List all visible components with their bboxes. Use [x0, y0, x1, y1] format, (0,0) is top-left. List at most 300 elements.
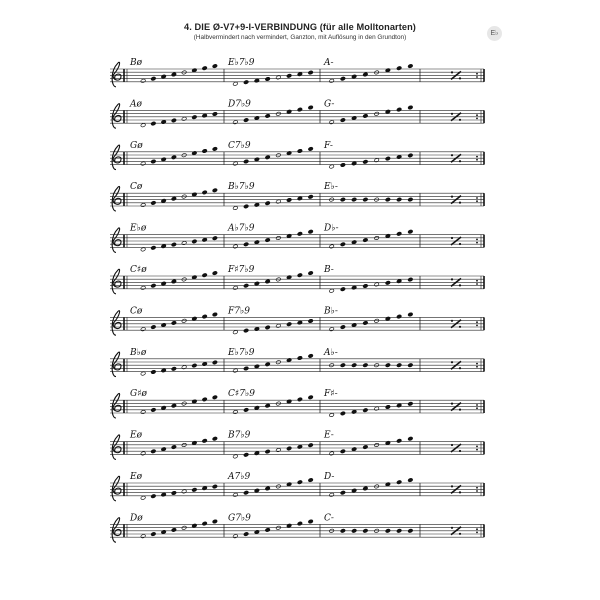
- note-head: [396, 155, 401, 160]
- note-head: [276, 199, 281, 204]
- note-head: [408, 363, 413, 368]
- note-head: [385, 156, 390, 161]
- chord-symbol: G7♭9: [228, 513, 251, 524]
- note-head: [351, 363, 356, 368]
- repeat-dot: [476, 200, 478, 202]
- note-head: [254, 488, 259, 493]
- note-head: [396, 197, 401, 202]
- note-head: [161, 530, 166, 535]
- note-head: [308, 478, 313, 483]
- note-head: [171, 321, 176, 326]
- simile-dot: [459, 491, 461, 493]
- note-head: [243, 328, 248, 333]
- score-page: [92, 14, 508, 592]
- note-head: [297, 356, 302, 361]
- repeat-dot: [476, 76, 478, 78]
- note-head: [254, 203, 259, 208]
- simile-dot: [459, 160, 461, 162]
- note-head: [385, 363, 390, 368]
- treble-clef-icon: [112, 269, 121, 294]
- note-head: [297, 273, 302, 278]
- treble-clef-icon: [112, 352, 121, 377]
- note-head: [286, 198, 291, 203]
- note-head: [254, 327, 259, 332]
- repeat-dot: [476, 239, 478, 241]
- note-head: [340, 449, 345, 454]
- note-head: [363, 363, 368, 368]
- note-head: [243, 490, 248, 495]
- repeat-dot: [476, 321, 478, 323]
- note-head: [254, 157, 259, 162]
- chord-symbol: B♭ø: [130, 347, 147, 358]
- chord-symbol: Eø: [130, 430, 142, 441]
- repeat-dot: [476, 325, 478, 327]
- note-head: [408, 312, 413, 317]
- treble-clef-icon: [112, 393, 121, 418]
- note-head: [171, 242, 176, 247]
- chord-symbol: E♭7♭9: [228, 58, 255, 68]
- note-head: [202, 486, 207, 491]
- note-head: [140, 496, 145, 501]
- note-head: [396, 314, 401, 319]
- note-head: [396, 107, 401, 112]
- note-head: [212, 436, 217, 441]
- note-head: [151, 201, 156, 206]
- note-head: [171, 72, 176, 77]
- note-head: [161, 244, 166, 249]
- note-head: [286, 74, 291, 79]
- treble-clef-icon: [112, 186, 121, 211]
- chord-symbol: D7♭9: [228, 99, 251, 110]
- note-head: [351, 285, 356, 290]
- repeat-dot: [476, 280, 478, 282]
- note-head: [340, 287, 345, 292]
- note-head: [396, 529, 401, 534]
- note-head: [243, 204, 248, 209]
- note-head: [276, 448, 281, 453]
- note-head: [243, 453, 248, 458]
- note-head: [340, 242, 345, 247]
- note-head: [340, 363, 345, 368]
- note-head: [212, 395, 217, 400]
- note-head: [265, 528, 270, 533]
- note-head: [140, 534, 145, 539]
- chord-symbol: Cø: [130, 182, 143, 193]
- simile-dot: [451, 154, 453, 156]
- staff-system: [110, 224, 484, 253]
- repeat-dot: [476, 242, 478, 244]
- note-head: [181, 365, 186, 370]
- simile-dot: [451, 71, 453, 73]
- treble-clef-icon: [112, 228, 121, 253]
- note-head: [254, 116, 259, 121]
- note-head: [385, 405, 390, 410]
- note-head: [233, 410, 238, 415]
- note-head: [233, 244, 238, 249]
- note-head: [202, 273, 207, 278]
- simile-dot: [459, 202, 461, 204]
- note-head: [254, 530, 259, 535]
- note-head: [151, 121, 156, 126]
- note-head: [233, 330, 238, 335]
- note-head: [161, 281, 166, 286]
- note-head: [233, 206, 238, 211]
- chord-symbol: B♭-: [324, 306, 338, 317]
- note-head: [151, 325, 156, 330]
- note-head: [181, 241, 186, 246]
- note-head: [243, 159, 248, 164]
- chord-symbol: C7♭9: [228, 140, 251, 151]
- repeat-dot: [476, 487, 478, 489]
- note-head: [408, 197, 413, 202]
- note-head: [265, 279, 270, 284]
- simile-dot: [459, 284, 461, 286]
- chord-symbol: G-: [324, 99, 335, 110]
- treble-clef-icon: [112, 435, 121, 460]
- repeat-dot: [476, 449, 478, 451]
- note-head: [265, 114, 270, 119]
- note-head: [340, 325, 345, 330]
- note-head: [408, 105, 413, 110]
- simile-dot: [459, 533, 461, 535]
- note-head: [351, 197, 356, 202]
- note-head: [161, 368, 166, 373]
- note-head: [140, 247, 145, 252]
- simile-dot: [451, 113, 453, 115]
- note-head: [151, 283, 156, 288]
- note-head: [212, 188, 217, 193]
- note-head: [233, 368, 238, 373]
- note-head: [396, 232, 401, 237]
- note-head: [151, 159, 156, 164]
- note-head: [212, 312, 217, 317]
- note-head: [181, 489, 186, 494]
- note-head: [265, 325, 270, 330]
- note-head: [202, 397, 207, 402]
- chord-symbol: E♭ø: [130, 223, 147, 234]
- chord-symbol: B♭7♭9: [228, 182, 255, 193]
- note-head: [308, 443, 313, 448]
- note-head: [297, 107, 302, 112]
- note-head: [171, 155, 176, 160]
- note-head: [351, 529, 356, 534]
- note-head: [243, 242, 248, 247]
- note-head: [151, 494, 156, 499]
- note-head: [171, 491, 176, 496]
- note-head: [233, 286, 238, 291]
- repeat-dot: [476, 366, 478, 368]
- note-head: [308, 229, 313, 234]
- simile-dot: [451, 278, 453, 280]
- note-head: [329, 493, 334, 498]
- note-head: [308, 271, 313, 276]
- note-head: [396, 363, 401, 368]
- note-head: [243, 532, 248, 537]
- chord-symbol: Eø: [130, 472, 142, 482]
- note-head: [202, 238, 207, 243]
- note-head: [297, 480, 302, 485]
- chord-symbol: Gø: [130, 140, 143, 151]
- repeat-dot: [476, 159, 478, 161]
- note-head: [202, 314, 207, 319]
- note-head: [212, 519, 217, 524]
- note-head: [243, 408, 248, 413]
- chord-symbol: Aø: [130, 99, 142, 110]
- note-head: [254, 78, 259, 83]
- note-head: [202, 439, 207, 444]
- note-head: [151, 76, 156, 81]
- staff-system: [110, 182, 484, 211]
- note-head: [192, 363, 197, 368]
- treble-clef-icon: [112, 104, 121, 129]
- repeat-dot: [476, 404, 478, 406]
- note-head: [265, 155, 270, 160]
- note-head: [276, 75, 281, 80]
- note-head: [161, 406, 166, 411]
- note-head: [265, 449, 270, 454]
- simile-dot: [459, 243, 461, 245]
- chord-symbol: Bø: [130, 58, 143, 68]
- note-head: [161, 199, 166, 204]
- note-head: [171, 403, 176, 408]
- chord-symbol: A-: [324, 58, 334, 68]
- note-head: [151, 246, 156, 251]
- note-head: [254, 451, 259, 456]
- simile-dot: [451, 196, 453, 198]
- note-head: [140, 371, 145, 376]
- chord-symbol: C♯ø: [130, 265, 147, 275]
- note-head: [308, 395, 313, 400]
- note-head: [171, 367, 176, 372]
- note-head: [161, 447, 166, 452]
- note-head: [408, 436, 413, 441]
- note-head: [363, 197, 368, 202]
- note-head: [265, 238, 270, 243]
- note-head: [243, 366, 248, 371]
- note-head: [171, 118, 176, 123]
- note-head: [171, 528, 176, 533]
- note-head: [329, 164, 334, 169]
- note-head: [351, 488, 356, 493]
- note-head: [308, 195, 313, 200]
- simile-dot: [451, 237, 453, 239]
- note-head: [308, 354, 313, 359]
- note-head: [351, 323, 356, 328]
- treble-clef-icon: [112, 62, 121, 87]
- simile-dot: [459, 119, 461, 121]
- note-head: [340, 411, 345, 416]
- note-head: [340, 490, 345, 495]
- note-head: [161, 120, 166, 125]
- chord-symbol: B7♭9: [228, 430, 251, 441]
- note-head: [308, 519, 313, 524]
- note-head: [151, 449, 156, 454]
- chord-symbol: G♯ø: [130, 389, 147, 400]
- note-head: [233, 161, 238, 166]
- note-head: [363, 529, 368, 534]
- staff-system: [110, 389, 484, 418]
- music-score: [92, 14, 508, 592]
- note-head: [297, 521, 302, 526]
- staff-system: [110, 306, 484, 335]
- chord-symbol: E♭7♭9: [228, 347, 255, 358]
- note-head: [297, 397, 302, 402]
- note-head: [308, 319, 313, 324]
- repeat-dot: [476, 114, 478, 116]
- note-head: [351, 240, 356, 245]
- note-head: [254, 406, 259, 411]
- note-head: [363, 72, 368, 77]
- note-head: [202, 521, 207, 526]
- note-head: [329, 79, 334, 84]
- note-head: [161, 74, 166, 79]
- note-head: [202, 190, 207, 195]
- note-head: [297, 232, 302, 237]
- note-head: [340, 118, 345, 123]
- note-head: [212, 484, 217, 489]
- repeat-dot: [476, 532, 478, 534]
- staff-system: [110, 265, 484, 294]
- note-head: [212, 271, 217, 276]
- repeat-dot: [476, 363, 478, 365]
- staff-system: [110, 348, 484, 377]
- chord-symbol: F♯7♭9: [228, 265, 255, 275]
- staff-system: [110, 431, 484, 460]
- simile-dot: [451, 320, 453, 322]
- note-head: [351, 410, 356, 415]
- treble-clef-icon: [112, 476, 121, 501]
- repeat-dot: [476, 118, 478, 120]
- treble-clef-icon: [112, 311, 121, 336]
- note-head: [363, 445, 368, 450]
- note-head: [396, 403, 401, 408]
- note-head: [140, 410, 145, 415]
- note-head: [212, 147, 217, 152]
- note-head: [140, 161, 145, 166]
- staff-system: [110, 513, 484, 542]
- chord-symbol: F♯-: [324, 389, 338, 400]
- note-head: [171, 445, 176, 450]
- note-head: [385, 281, 390, 286]
- simile-dot: [459, 409, 461, 411]
- note-head: [396, 66, 401, 71]
- note-head: [265, 486, 270, 491]
- note-head: [363, 284, 368, 289]
- note-head: [297, 72, 302, 77]
- note-head: [308, 105, 313, 110]
- staff-system: [110, 99, 484, 128]
- note-head: [254, 364, 259, 369]
- note-head: [181, 117, 186, 122]
- staff-system: [110, 472, 484, 501]
- note-head: [202, 66, 207, 71]
- note-head: [363, 321, 368, 326]
- note-head: [212, 360, 217, 365]
- chord-symbol: C♯7♭9: [228, 389, 255, 400]
- note-head: [161, 157, 166, 162]
- chord-symbol: A♭-: [324, 347, 338, 358]
- note-head: [308, 70, 313, 75]
- note-head: [233, 493, 238, 498]
- repeat-dot: [476, 528, 478, 530]
- chord-symbol: Dø: [130, 513, 143, 524]
- note-head: [363, 408, 368, 413]
- note-head: [351, 447, 356, 452]
- note-head: [351, 74, 356, 79]
- note-head: [192, 115, 197, 120]
- note-head: [374, 282, 379, 287]
- note-head: [385, 529, 390, 534]
- note-head: [408, 64, 413, 69]
- chord-symbol: A7♭9: [228, 472, 251, 482]
- note-head: [171, 196, 176, 201]
- simile-dot: [451, 527, 453, 529]
- note-head: [233, 120, 238, 125]
- note-head: [243, 283, 248, 288]
- note-head: [140, 203, 145, 208]
- note-head: [192, 488, 197, 493]
- repeat-dot: [476, 197, 478, 199]
- chord-symbol: D♭-: [324, 223, 339, 234]
- repeat-dot: [476, 156, 478, 158]
- note-head: [396, 279, 401, 284]
- note-head: [396, 439, 401, 444]
- note-head: [254, 240, 259, 245]
- note-head: [286, 446, 291, 451]
- note-head: [340, 76, 345, 81]
- note-head: [329, 289, 334, 294]
- simile-dot: [451, 485, 453, 487]
- note-head: [408, 277, 413, 282]
- repeat-dot: [476, 73, 478, 75]
- note-head: [233, 82, 238, 87]
- note-head: [297, 196, 302, 201]
- note-head: [329, 244, 334, 249]
- note-head: [212, 64, 217, 69]
- chord-symbol: C-: [324, 513, 334, 524]
- note-head: [286, 322, 291, 327]
- note-head: [276, 324, 281, 329]
- note-head: [140, 79, 145, 84]
- note-head: [243, 118, 248, 123]
- staff-system: [110, 141, 484, 170]
- note-head: [151, 370, 156, 375]
- repeat-dot: [476, 446, 478, 448]
- note-head: [202, 113, 207, 118]
- note-head: [363, 486, 368, 491]
- note-head: [340, 529, 345, 534]
- note-head: [351, 116, 356, 121]
- note-head: [140, 286, 145, 291]
- repeat-dot: [476, 407, 478, 409]
- note-head: [161, 323, 166, 328]
- note-head: [265, 77, 270, 82]
- note-head: [408, 529, 413, 534]
- repeat-dot: [476, 283, 478, 285]
- key-badge: E♭: [487, 26, 502, 41]
- note-head: [243, 80, 248, 85]
- note-head: [233, 534, 238, 539]
- note-head: [265, 201, 270, 206]
- page-subtitle: (Halbvermindert nach vermindert, Ganzton, mit Auflösung in den Grundton): [193, 34, 407, 41]
- note-head: [329, 327, 334, 332]
- note-head: [151, 408, 156, 413]
- treble-clef-icon: [112, 145, 121, 170]
- note-head: [408, 402, 413, 407]
- note-head: [363, 238, 368, 243]
- note-head: [329, 413, 334, 418]
- page-title: 4. DIE Ø-V7+9-I-VERBINDUNG (für alle Molltonarten): [184, 22, 416, 32]
